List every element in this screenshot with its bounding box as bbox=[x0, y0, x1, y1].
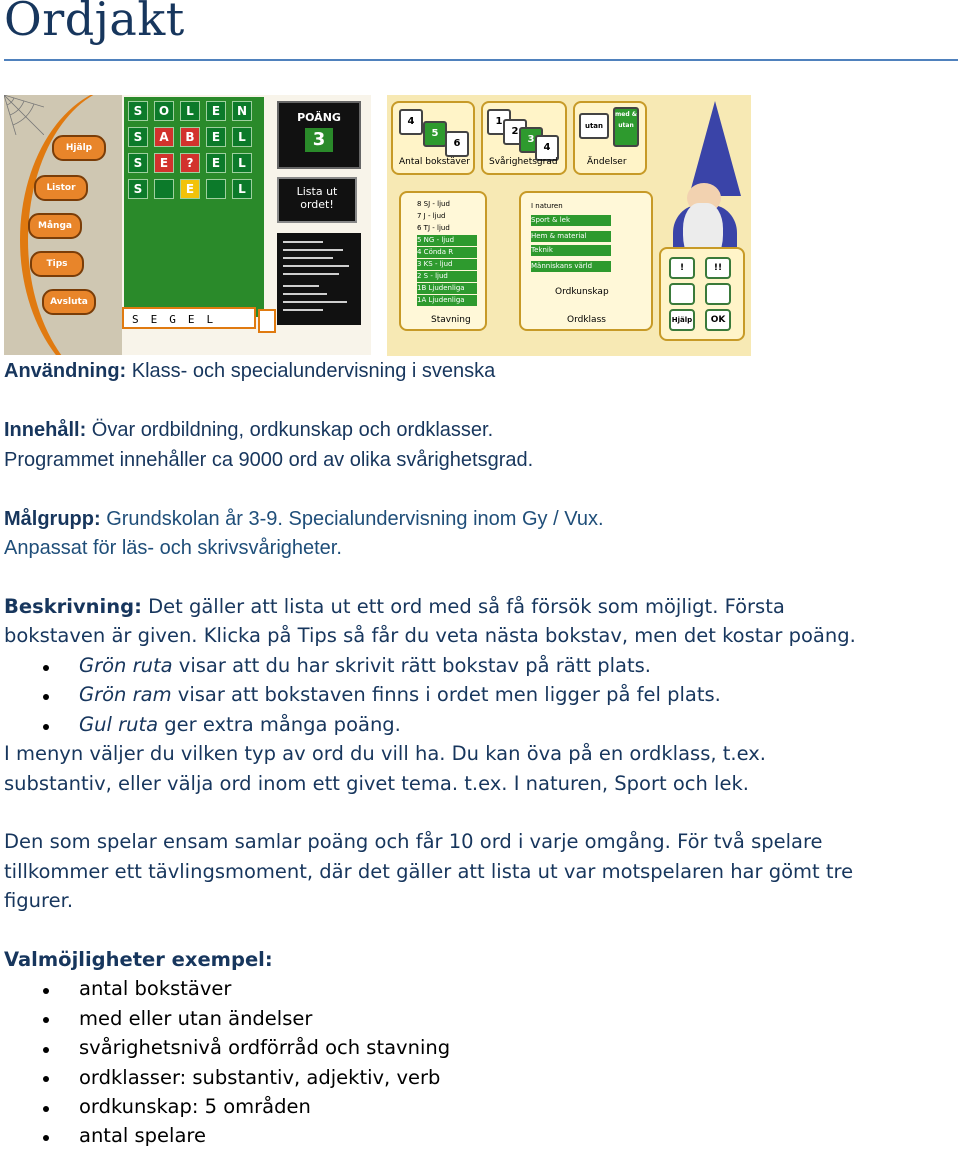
grid-cell: S bbox=[128, 179, 148, 199]
grid-cell: A bbox=[154, 127, 174, 147]
grid-cell: B bbox=[180, 127, 200, 147]
bullet-dot bbox=[43, 1106, 49, 1112]
menu-line1: I menyn väljer du vilken typ av ord du vill ha. Du kan öva på en ordklass, t.ex. bbox=[4, 742, 766, 765]
count-caption: Antal bokstäver bbox=[399, 157, 470, 167]
ok-button: OK bbox=[705, 309, 731, 331]
guess-word-button: Lista ut ordet! bbox=[277, 177, 357, 223]
difficulty-card: 1 bbox=[487, 109, 511, 135]
letter-grid bbox=[124, 97, 264, 317]
info-panel bbox=[277, 233, 361, 325]
bullet-em: Gul ruta bbox=[79, 713, 159, 736]
ending-card: utan bbox=[579, 113, 609, 139]
description-line2 bbox=[4, 621, 856, 651]
list-item bbox=[79, 710, 401, 740]
exclaim-button: ! bbox=[669, 257, 695, 279]
vocab-row: Sport & lek bbox=[531, 215, 611, 226]
option-item: ordklasser: substantiv, adjektiv, verb bbox=[79, 1066, 441, 1089]
bullet-dot bbox=[43, 988, 49, 994]
wizard-hat bbox=[689, 101, 741, 196]
players-line2: tillkommer ett tävlingsmoment, där det gäller att lista ut var motspelaren har gömt tre bbox=[4, 860, 854, 883]
bullet-dot bbox=[43, 1135, 49, 1141]
bullet-text: visar att du har skrivit rätt bokstav på rätt plats. bbox=[172, 654, 651, 677]
bullet-dot bbox=[43, 694, 49, 700]
bullet-dot bbox=[43, 724, 49, 730]
spelling-row: 8 SJ - ljud bbox=[417, 200, 450, 208]
target-paragraph bbox=[4, 505, 604, 535]
content-line2: Programmet innehåller ca 9000 ord av olika svårighetsgrad. bbox=[4, 449, 534, 471]
spelling-row: 1A Ljudenliga bbox=[417, 295, 477, 306]
score-label: POÄNG bbox=[297, 111, 341, 124]
bullet-em: Grön ruta bbox=[79, 654, 173, 677]
grid-cell: N bbox=[232, 101, 252, 121]
count-card: 6 bbox=[445, 131, 469, 157]
bullet-text: visar att bokstaven finns i ordet men ligger på fel plats. bbox=[171, 683, 721, 706]
list-item bbox=[79, 651, 651, 681]
option-item: med eller utan ändelser bbox=[79, 1007, 313, 1030]
vocab-row: Hem & material bbox=[531, 231, 611, 242]
content-text: Övar ordbildning, ordkunskap och ordklasser. bbox=[86, 419, 494, 441]
spelling-row: 2 S - ljud bbox=[417, 271, 477, 282]
difficulty-caption: Svårighetsgrad bbox=[489, 157, 558, 167]
grid-cell: S bbox=[128, 101, 148, 121]
description-label: Beskrivning: bbox=[4, 595, 142, 618]
usage-text: Klass- och specialundervisning i svenska bbox=[126, 360, 496, 382]
title-underline bbox=[4, 59, 958, 61]
double-exclaim-button: !! bbox=[705, 257, 731, 279]
players-line1: Den som spelar ensam samlar poäng och får 10 ord i varje omgång. För två spelare bbox=[4, 830, 823, 853]
page-title: Ordjakt bbox=[4, 0, 185, 46]
tips-menu-button: Tips bbox=[30, 251, 84, 277]
description-line2b: Klicka på Tips så får du veta nästa bokstav, men det kostar poäng. bbox=[197, 624, 856, 647]
vocab-row: Teknik bbox=[531, 245, 611, 256]
usage-paragraph bbox=[4, 357, 495, 387]
grid-cell: L bbox=[232, 179, 252, 199]
grid-cell bbox=[206, 179, 226, 199]
usage-label: Användning: bbox=[4, 360, 127, 382]
options-label: Valmöjligheter exempel: bbox=[4, 948, 273, 971]
count-card: 4 bbox=[399, 109, 423, 135]
cancel-icon bbox=[705, 283, 731, 305]
difficulty-card: 3 bbox=[519, 127, 543, 153]
bullet-dot bbox=[43, 1076, 49, 1082]
bullet-dot bbox=[43, 1017, 49, 1023]
content-label: Innehåll: bbox=[4, 419, 87, 441]
spelling-row: 3 KS - ljud bbox=[417, 259, 477, 270]
grid-cell: E bbox=[206, 153, 226, 173]
grid-cell: S bbox=[128, 153, 148, 173]
difficulty-card: 2 bbox=[503, 119, 527, 145]
players-line3: figurer. bbox=[4, 889, 74, 912]
lists-menu-button: Listor bbox=[34, 175, 88, 201]
help-menu-button: Hjälp bbox=[52, 135, 106, 161]
spiderweb-icon bbox=[4, 95, 44, 135]
word-display: SEGEL bbox=[122, 307, 256, 329]
spelling-caption: Stavning bbox=[431, 315, 471, 325]
game-screenshot-settings bbox=[387, 95, 751, 356]
bullet-dot bbox=[43, 1047, 49, 1053]
content-paragraph bbox=[4, 416, 493, 446]
grid-cell bbox=[154, 179, 174, 199]
menu-line2: substantiv, eller välja ord inom ett givet tema. t.ex. I naturen, Sport och lek. bbox=[4, 772, 749, 795]
grid-cell: E bbox=[154, 153, 174, 173]
clock-icon bbox=[669, 283, 695, 305]
option-item: antal bokstäver bbox=[79, 977, 232, 1000]
bullet-em: Grön ram bbox=[79, 683, 172, 706]
word-cursor bbox=[258, 309, 276, 333]
grid-cell: L bbox=[180, 101, 200, 121]
vocabulary-caption: Ordkunskap bbox=[555, 287, 609, 297]
grid-cell: E bbox=[206, 127, 226, 147]
ending-card: med & utan bbox=[613, 107, 639, 147]
many-menu-button: Många bbox=[28, 213, 82, 239]
option-item: svårighetsnivå ordförråd och stavning bbox=[79, 1036, 451, 1059]
option-item: antal spelare bbox=[79, 1124, 207, 1147]
target-label: Målgrupp: bbox=[4, 508, 101, 530]
description-text: Det gäller att lista ut ett ord med så få försök som möjligt. Första bbox=[141, 595, 785, 618]
description-line2a: bokstaven är given. bbox=[4, 624, 198, 647]
vocab-row: I naturen bbox=[531, 202, 563, 210]
options-heading bbox=[4, 945, 273, 975]
difficulty-card: 4 bbox=[535, 135, 559, 161]
grid-cell: ? bbox=[180, 153, 200, 173]
endings-caption: Ändelser bbox=[587, 157, 627, 167]
vocab-row: Människans värld bbox=[531, 261, 611, 272]
target-line2: Anpassat för läs- och skrivsvårigheter. bbox=[4, 537, 342, 559]
option-item: ordkunskap: 5 områden bbox=[79, 1095, 311, 1118]
grid-cell: L bbox=[232, 153, 252, 173]
grid-cell: L bbox=[232, 127, 252, 147]
quit-menu-button: Avsluta bbox=[42, 289, 96, 315]
grid-cell: E bbox=[180, 179, 200, 199]
score-box bbox=[277, 101, 361, 169]
spelling-row: 4 Cönda R bbox=[417, 247, 477, 258]
spelling-row: 6 TJ - ljud bbox=[417, 224, 450, 232]
score-value: 3 bbox=[305, 128, 333, 152]
bullet-dot bbox=[43, 665, 49, 671]
description-paragraph bbox=[4, 592, 785, 622]
wordclass-caption: Ordklass bbox=[567, 315, 606, 325]
target-text: Grundskolan år 3-9. Specialundervisning inom Gy / Vux. bbox=[100, 508, 604, 530]
grid-cell: E bbox=[206, 101, 226, 121]
game-screenshot-main bbox=[4, 95, 371, 355]
spelling-row: 1B Ljudenliga bbox=[417, 283, 477, 294]
count-card: 5 bbox=[423, 121, 447, 147]
grid-cell: O bbox=[154, 101, 174, 121]
list-item bbox=[79, 680, 721, 710]
help-button: Hjälp bbox=[669, 309, 695, 331]
bullet-text: ger extra många poäng. bbox=[158, 713, 401, 736]
grid-cell: S bbox=[128, 127, 148, 147]
spelling-row: 5 NG - ljud bbox=[417, 235, 477, 246]
spelling-row: 7 J - ljud bbox=[417, 212, 446, 220]
